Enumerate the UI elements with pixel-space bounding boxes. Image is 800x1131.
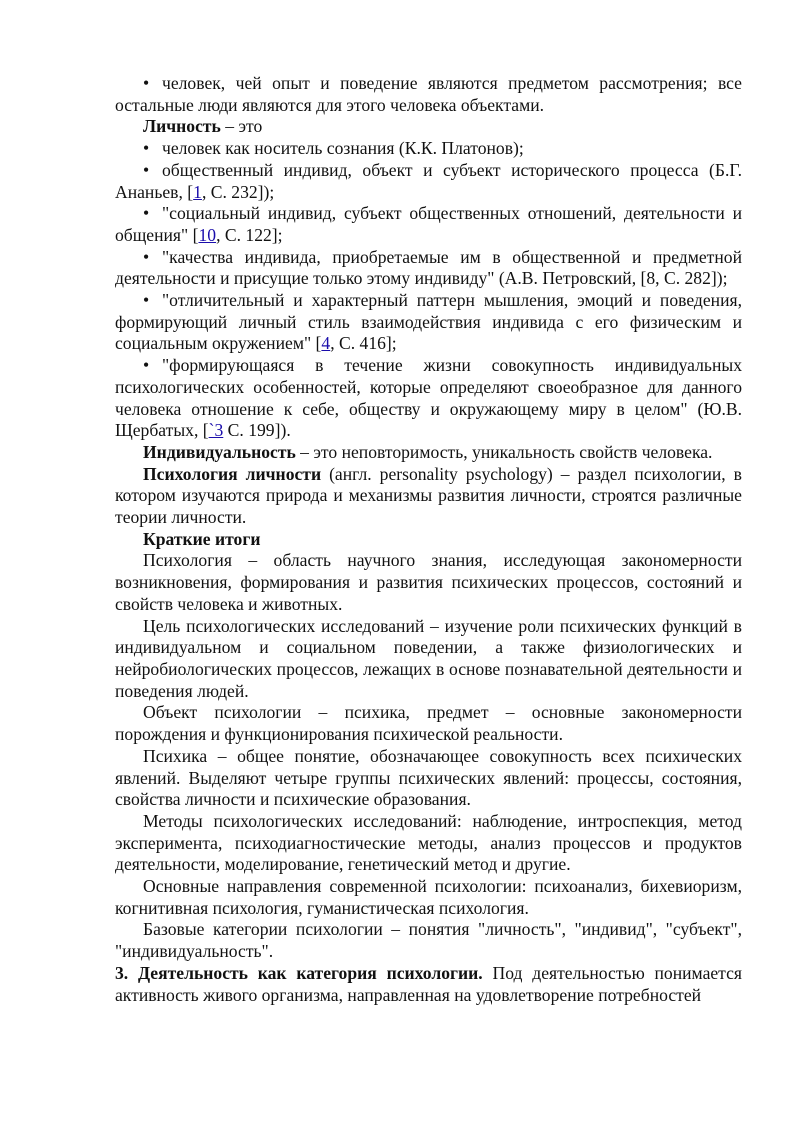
summary-paragraph: Психика – общее понятие, обозначающее совокупность всех психических явлений. Выделяют четыре группы психических явлений: процессы, состояния, свойства личности и психические образования. bbox=[115, 745, 742, 810]
list-item bbox=[115, 203, 742, 246]
list-item bbox=[115, 138, 742, 160]
bullet-icon: • bbox=[143, 73, 150, 93]
list-item-text: , С. 416]; bbox=[330, 333, 397, 354]
term: Личность bbox=[143, 116, 221, 137]
bullet-icon: • bbox=[143, 290, 150, 311]
summary-paragraph: Методы психологических исследований: наблюдение, интроспекция, метод эксперимента, психодиагностические методы, анализ процессов и продуктов деятельности, моделирование, генетический метод и другие. bbox=[115, 810, 742, 875]
reference-link[interactable]: `3 bbox=[208, 420, 224, 441]
definition-text: – это bbox=[220, 116, 263, 137]
list-item bbox=[115, 247, 742, 290]
definition-lichnost bbox=[115, 116, 742, 138]
list-item bbox=[115, 160, 742, 203]
summary-paragraph: Основные направления современной психологии: психоанализ, бихевиоризм, когнитивная психология, гуманистическая психология. bbox=[115, 876, 742, 918]
list-item bbox=[115, 355, 742, 442]
summary-paragraph: Базовые категории психологии – понятия "личность", "индивид", "субъект", "индивидуальность". bbox=[115, 919, 742, 962]
reference-link[interactable]: 10 bbox=[198, 224, 217, 245]
section-text: Под деятельностью понимается активность живого организма, направленная на удовлетворение потребностей bbox=[115, 962, 742, 1005]
list-item-text: , С. 122]; bbox=[216, 224, 283, 245]
document-page bbox=[115, 73, 742, 1006]
list-item-text: общественный индивид, объект и субъект исторического процесса (Б.Г. Ананьев, [ bbox=[115, 159, 742, 202]
list-item-text: "отличительный и характерный паттерн мышления, эмоций и поведения, формирующий личный стиль взаимодействия индивида с его физическим и социальным окружением" [ bbox=[115, 290, 742, 354]
bullet-icon: • bbox=[143, 355, 150, 376]
section-title: 3. Деятельность как категория психологии. bbox=[115, 962, 483, 983]
bullet-icon: • bbox=[143, 203, 150, 224]
list-item-text: "социальный индивид, субъект общественных отношений, деятельности и общения" [ bbox=[115, 203, 742, 245]
list-item-text: человек, чей опыт и поведение являются предметом рассмотрения; все остальные люди являются для этого человека объектами. bbox=[115, 73, 742, 115]
list-item bbox=[115, 290, 742, 355]
summary-paragraph: Психология – область научного знания, исследующая закономерности возникновения, формирования и развития психических процессов, состояний и свойств человека и животных. bbox=[115, 550, 742, 614]
reference-link[interactable]: 4 bbox=[321, 333, 331, 354]
list-item bbox=[115, 73, 742, 116]
definition-text: – это неповторимость, уникальность свойств человека. bbox=[295, 441, 713, 462]
term: Психология личности bbox=[143, 463, 322, 484]
summary-heading: Краткие итоги bbox=[143, 528, 261, 549]
bullet-icon: • bbox=[143, 246, 150, 267]
summary-paragraph: Объект психологии – психика, предмет – основные закономерности порождения и функционирования психической реальности. bbox=[115, 702, 742, 745]
bullet-icon: • bbox=[143, 138, 150, 159]
reference-link[interactable]: 1 bbox=[193, 181, 202, 202]
section-3-paragraph bbox=[115, 963, 742, 1006]
bullet-icon: • bbox=[143, 159, 150, 180]
list-item-text: "формирующаяся в течение жизни совокупность индивидуальных психологических особенностей, которые определяют своеобразное для данного человека отношение к себе, обществу и окружающему миру в целом" (Ю.В. Щербатых, [ bbox=[115, 355, 742, 441]
definition-psychology-of-personality bbox=[115, 464, 742, 529]
summary-paragraph: Цель психологических исследований – изучение роли психических функций в индивидуальном и социальном поведении, а также физиологических и нейробиологических процессов, лежащих в основе познавательной деятельности и поведения людей. bbox=[115, 615, 742, 701]
list-item-text: С. 199]). bbox=[223, 420, 291, 441]
term: Индивидуальность bbox=[143, 441, 296, 462]
definition-individualnost bbox=[115, 442, 742, 464]
list-item-text: , С. 232]); bbox=[201, 181, 275, 202]
definition-text: (англ. personality psychology) – раздел психологии, в котором изучаются природа и механизмы развития личности, строятся различные теории личности. bbox=[115, 463, 742, 528]
list-item-text: человек как носитель сознания (К.К. Платонов); bbox=[162, 138, 524, 159]
list-item-text: "качества индивида, приобретаемые им в общественной и предметной деятельности и присущие только этому индивиду" (А.В. Петровский, [8, С. 282]); bbox=[115, 246, 742, 289]
